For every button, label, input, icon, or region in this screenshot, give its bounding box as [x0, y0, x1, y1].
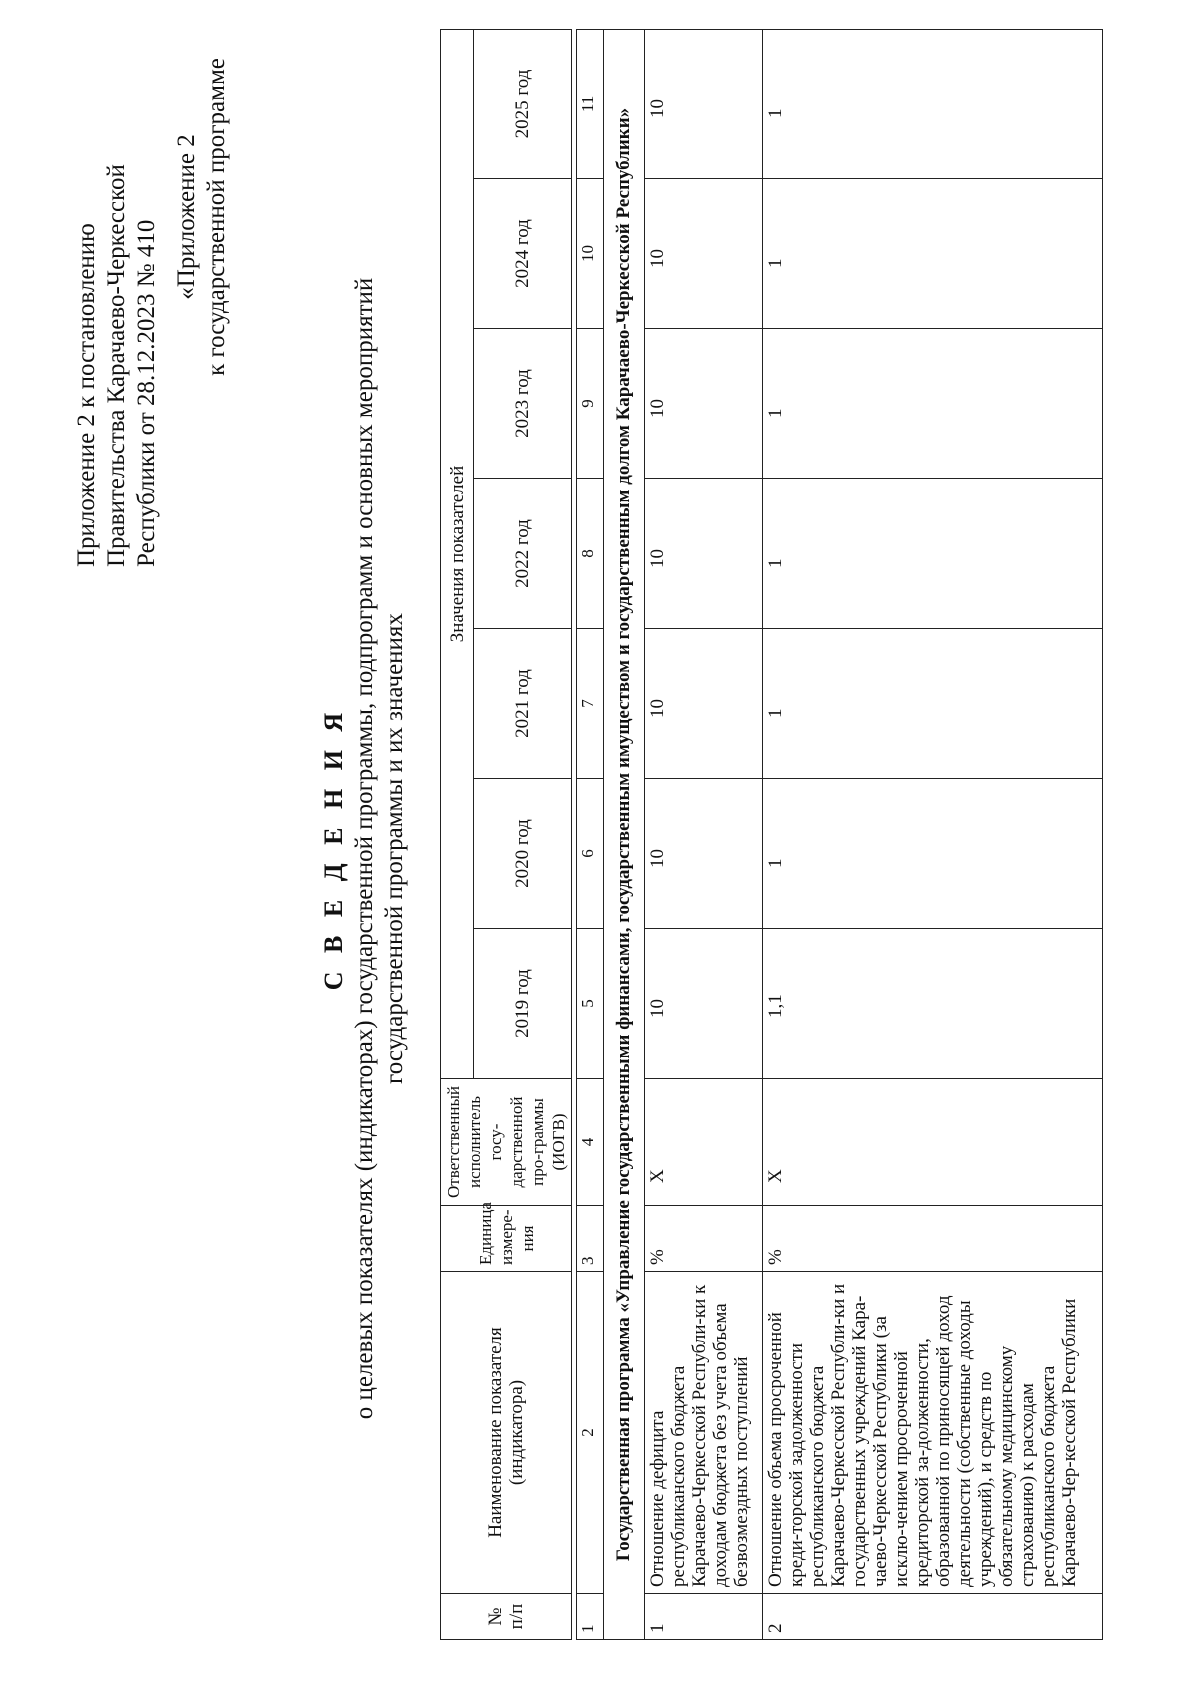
row-name: Отношение дефицита республиканского бюджета Карачаево-Черкесской Республи-ки к доходам бюджета без учета объема безвозмездных поступлений — [645, 1272, 763, 1594]
row-value-2023: 10 — [645, 329, 763, 479]
column-number: 6 — [577, 779, 604, 929]
column-number: 1 — [577, 1594, 604, 1640]
header-executor: Ответственный исполнитель госу-дарственной про-граммы (ИОГВ) — [441, 1079, 572, 1206]
row-value-2024: 10 — [645, 179, 763, 329]
approval-block — [72, 67, 162, 567]
column-number: 2 — [577, 1272, 604, 1594]
header-name: Наименование показателя (индикатора) — [441, 1272, 572, 1594]
program-title: Государственная программа «Управление государственными финансами, государственным имуществом и государственным долгом Карачаево-Черкесской Республики» — [604, 29, 645, 1639]
header-year-2022: 2022 год — [474, 479, 572, 629]
program-reference-line-2: к государственной программе — [203, 58, 230, 376]
indicators-table — [440, 29, 1103, 1640]
header-year-2020: 2020 год — [474, 779, 572, 929]
header-year-2021: 2021 год — [474, 629, 572, 779]
column-number: 9 — [577, 329, 604, 479]
row-value-2021: 1 — [763, 629, 1103, 779]
row-value-2025: 10 — [645, 29, 763, 178]
column-number: 11 — [577, 29, 604, 178]
column-number: 10 — [577, 179, 604, 329]
row-value-2024: 1 — [763, 179, 1103, 329]
column-number: 4 — [577, 1079, 604, 1206]
row-name: Отношение объема просроченной креди-торской задолженности республиканского бюджета Карачаево-Черкесской Республи-ки и государственных учреждений Кара-чаево-Черкесской Республики (за исклю-чением просроченной кредиторской за-долженности, образованной по приносящей доход деятельности (собственные доходы учреждений), и средств по обязательному медицинскому страхованию) к расходам республиканского бюджета Карачаево-Чер-кесской Республики — [763, 1272, 1103, 1594]
approval-line-3: Республики от 28.12.2023 № 410 — [133, 219, 160, 567]
header-row-1 — [441, 29, 474, 1639]
row-value-2023: 1 — [763, 329, 1103, 479]
header-num: № п/п — [441, 1594, 572, 1640]
row-value-2021: 10 — [645, 629, 763, 779]
header-year-2025: 2025 год — [474, 29, 572, 178]
row-num: 2 — [763, 1594, 1103, 1640]
header-values-group: Значения показателей — [441, 29, 474, 1078]
approval-line-2: Правительства Карачаево-Черкесской — [103, 164, 130, 567]
column-number: 7 — [577, 629, 604, 779]
row-value-2025: 1 — [763, 29, 1103, 178]
row-value-2020: 1 — [763, 779, 1103, 929]
title-line-2: государственной программы и их значениях — [381, 613, 408, 1084]
document-title — [318, 0, 410, 1697]
program-reference-line-1: «Приложение 2 — [173, 134, 200, 300]
row-num: 1 — [645, 1594, 763, 1640]
row-executor: Х — [645, 1079, 763, 1206]
column-number: 5 — [577, 929, 604, 1079]
column-number: 8 — [577, 479, 604, 629]
row-value-2022: 1 — [763, 479, 1103, 629]
column-number-row — [577, 29, 604, 1639]
row-executor: Х — [763, 1079, 1103, 1206]
row-unit: % — [645, 1206, 763, 1272]
table-row — [645, 29, 763, 1639]
header-unit: Единица измере-ния — [441, 1206, 572, 1272]
header-year-2023: 2023 год — [474, 329, 572, 479]
header-year-2019: 2019 год — [474, 929, 572, 1079]
approval-line-1: Приложение 2 к постановлению — [73, 223, 100, 567]
row-value-2022: 10 — [645, 479, 763, 629]
column-number: 3 — [577, 1206, 604, 1272]
title-line-1: о целевых показателях (индикаторах) государственной программы, подпрограмм и основных мероприятий — [351, 277, 378, 1420]
title-heading: С В Е Д Е Н И Я — [319, 706, 348, 991]
table-row — [763, 29, 1103, 1639]
row-value-2020: 10 — [645, 779, 763, 929]
row-value-2019: 1,1 — [763, 929, 1103, 1079]
row-unit: % — [763, 1206, 1103, 1272]
row-value-2019: 10 — [645, 929, 763, 1079]
header-year-2024: 2024 год — [474, 179, 572, 329]
program-reference — [172, 37, 232, 397]
program-row — [604, 29, 645, 1639]
